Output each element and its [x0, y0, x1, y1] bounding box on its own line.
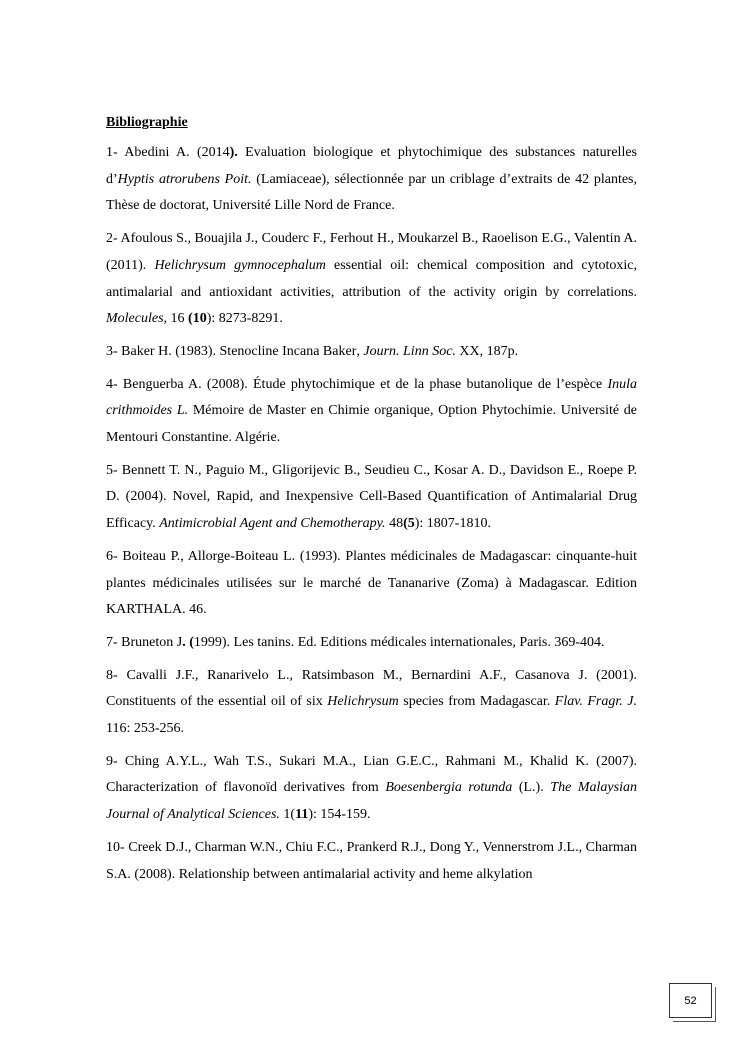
reference-3: 3- Baker H. (1983). Stenocline Incana Baker, Journ. Linn Soc. XX, 187p. — [106, 343, 519, 359]
page-number: 52 — [669, 983, 712, 1018]
section-title: Bibliographie — [106, 115, 188, 130]
bibliography-section — [106, 114, 637, 894]
reference-7: 7- Bruneton J. (1999). Les tanins. Ed. Editions médicales internationales, Paris. 369-404. — [106, 634, 605, 650]
reference-9: 9- Ching A.Y.L., Wah T.S., Sukari M.A., Lian G.E.C., Rahmani M., Khalid K. (2007). Characterization of flavonoïd derivatives from Boesenbergia rotunda (L.). The Malaysian Journal of Analytical Sciences. 1(11): 154-159. — [106, 753, 637, 823]
reference-5: 5- Bennett T. N., Paguio M., Gligorijevic B., Seudieu C., Kosar A. D., Davidson E., Roepe P. D. (2004). Novel, Rapid, and Inexpensive Cell-Based Quantification of Antimalarial Drug Efficacy. Antimicrobial Agent and Chemotherapy. 48(5): 1807-1810. — [106, 462, 637, 532]
reference-6: 6- Boiteau P., Allorge-Boiteau L. (1993). Plantes médicinales de Madagascar: cinquante-huit plantes médicinales utilisées sur le marché de Tananarive (Zoma) à Madagascar. Edition KARTHALA. 46. — [106, 548, 637, 618]
reference-4: 4- Benguerba A. (2008). Étude phytochimique et de la phase butanolique de l’espèce Inula crithmoides L. Mémoire de Master en Chimie organique, Option Phytochimie. Université de Mentouri Constantine. Algérie. — [106, 376, 638, 446]
reference-2: 2- Afoulous S., Bouajila J., Couderc F., Ferhout H., Moukarzel B., Raoelison E.G., Valentin A. (2011). Helichrysum gymnocephalum essential oil: chemical composition and cytotoxic, antimalarial and antioxidant activities, attribution of the activity origin by correlations. Molecules, 16 (10): 8273-8291. — [106, 231, 638, 327]
reference-8: 8- Cavalli J.F., Ranarivelo L., Ratsimbason M., Bernardini A.F., Casanova J. (2001). Constituents of the essential oil of six Helichrysum species from Madagascar. Flav. Fragr. J. 116: 253-256. — [106, 667, 637, 737]
reference-10: 10- Creek D.J., Charman W.N., Chiu F.C., Prankerd R.J., Dong Y., Vennerstrom J.L., Charman S.A. (2008). Relationship between antimalarial activity and heme alkylation — [106, 839, 637, 882]
reference-1: 1- Abedini A. (2014). Evaluation biologique et phytochimique des substances naturelles d’Hyptis atrorubens Poit. (Lamiaceae), sélectionnée par un criblage d’extraits de 42 plantes, Thèse de doctorat, Université Lille Nord de France. — [106, 145, 638, 214]
